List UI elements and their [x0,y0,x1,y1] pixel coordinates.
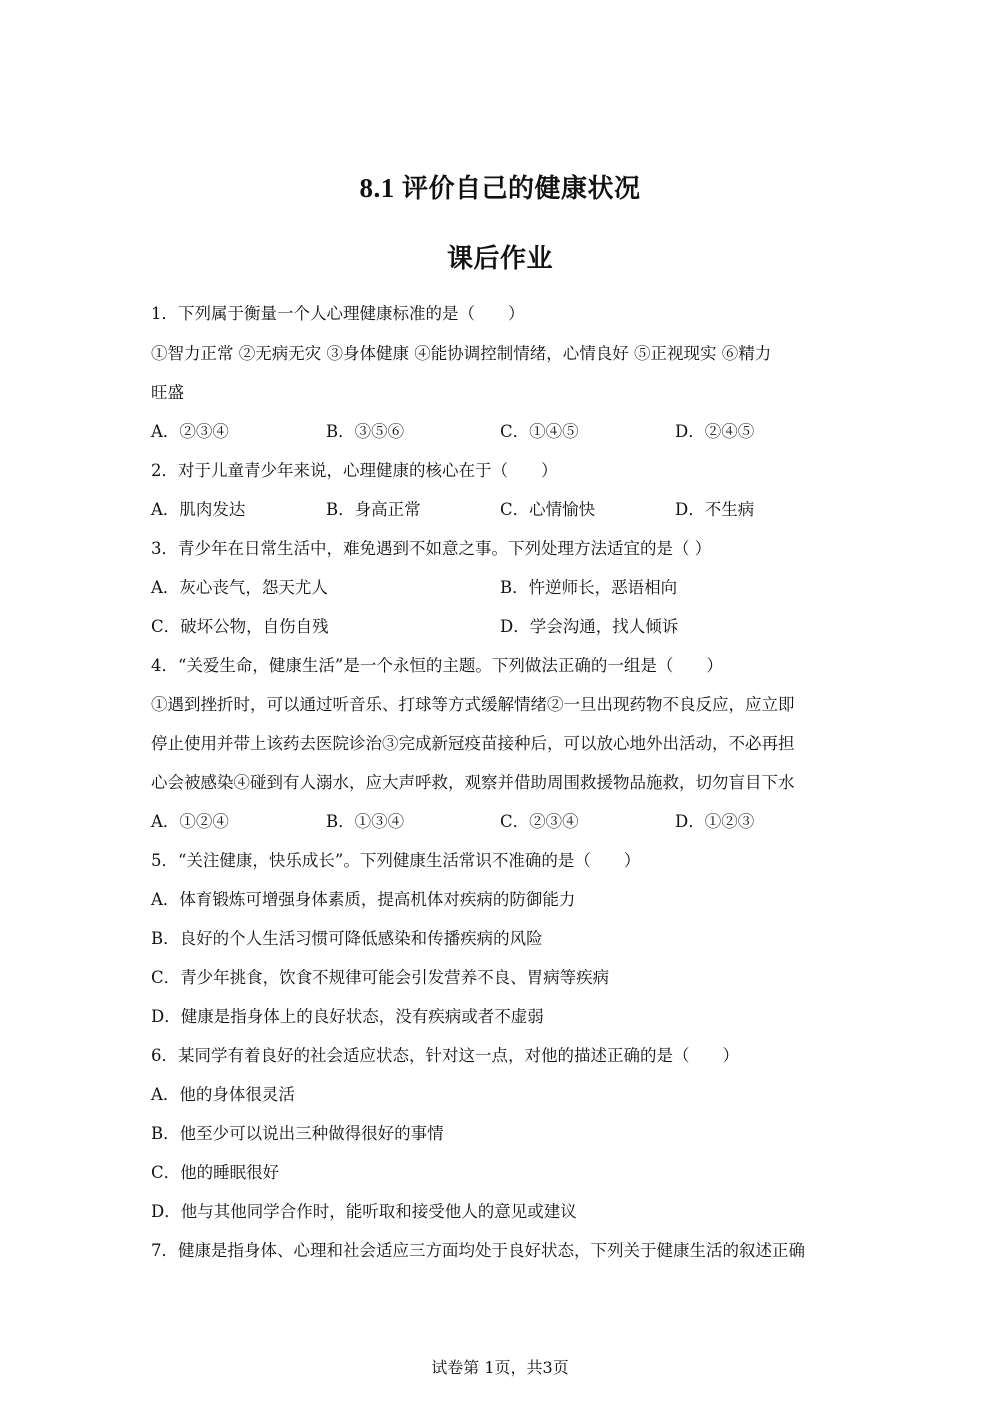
title-number: 8.1 [359,173,402,203]
q6-option-a: A．他的身体很灵活 [151,1085,295,1104]
q4-items-line-3: 心会被感染④碰到有人溺水，应大声呼救，观察并借助周围救援物品施救，切勿盲目下水 [151,773,795,792]
q2-option-d: D．不生病 [675,500,755,519]
q3-option-b: B．忤逆师长，恶语相向 [500,578,678,597]
q1-stem: 1．下列属于衡量一个人心理健康标准的是（ ） [151,304,525,323]
q6-option-c: C．他的睡眠很好 [151,1163,280,1182]
q2-option-c: C．心情愉快 [500,500,596,519]
q5-option-d: D．健康是指身体上的良好状态，没有疾病或者不虚弱 [151,1007,544,1026]
q5-option-b: B．良好的个人生活习惯可降低感染和传播疾病的风险 [151,929,543,948]
q5-option-a: A．体育锻炼可增强身体素质，提高机体对疾病的防御能力 [151,890,576,909]
q3-stem: 3．青少年在日常生活中，难免遇到不如意之事。下列处理方法适宜的是（ ） [151,539,712,558]
q2-option-a: A．肌肉发达 [151,500,246,519]
q1-option-c: C．①④⑤ [500,422,579,441]
q4-stem: 4．“关爱生命，健康生活”是一个永恒的主题。下列做法正确的一组是（ ） [151,656,723,675]
q5-option-c: C．青少年挑食，饮食不规律可能会引发营养不良、胃病等疾病 [151,968,610,987]
q3-option-d: D．学会沟通，找人倾诉 [500,617,679,636]
q4-items-line-1: ①遇到挫折时，可以通过听音乐、打球等方式缓解情绪②一旦出现药物不良反应，应立即 [151,695,795,714]
q3-option-c: C．破坏公物，自伤自残 [151,617,329,636]
q6-option-d: D．他与其他同学合作时，能听取和接受他人的意见或建议 [151,1202,577,1221]
q1-items-line-2: 旺盛 [151,383,184,402]
page-title [0,168,1000,205]
q6-stem: 6．某同学有着良好的社会适应状态，针对这一点，对他的描述正确的是（ ） [151,1046,739,1065]
q6-option-b: B．他至少可以说出三种做得很好的事情 [151,1124,444,1143]
title-text: 评价自己的健康状况 [401,174,641,204]
q2-option-b: B．身高正常 [326,500,421,519]
q1-items-line-1: ①智力正常 ②无病无灾 ③身体健康 ④能协调控制情绪，心情良好 ⑤正视现实 ⑥精力 [151,344,772,363]
q1-option-b: B．③⑤⑥ [326,422,405,441]
q4-items-line-2: 停止使用并带上该药去医院诊治③完成新冠疫苗接种后，可以放心地外出活动，不必再担 [151,734,795,753]
q1-option-a: A．②③④ [151,422,229,441]
q4-option-c: C．②③④ [500,812,579,831]
q4-option-d: D．①②③ [675,812,755,831]
q2-stem: 2．对于儿童青少年来说，心理健康的核心在于（ ） [151,461,558,480]
page-footer: 试卷第 1页，共3页 [431,1358,569,1377]
q4-option-a: A．①②④ [151,812,229,831]
q7-stem: 7．健康是指身体、心理和社会适应三方面均处于良好状态，下列关于健康生活的叙述正确 [151,1241,805,1260]
q4-option-b: B．①③④ [326,812,405,831]
q5-stem: 5．“关注健康，快乐成长”。下列健康生活常识不准确的是（ ） [151,851,641,870]
q1-option-d: D．②④⑤ [675,422,755,441]
page-subtitle: 课后作业 [446,244,553,274]
q3-option-a: A．灰心丧气，怨天尤人 [151,578,328,597]
